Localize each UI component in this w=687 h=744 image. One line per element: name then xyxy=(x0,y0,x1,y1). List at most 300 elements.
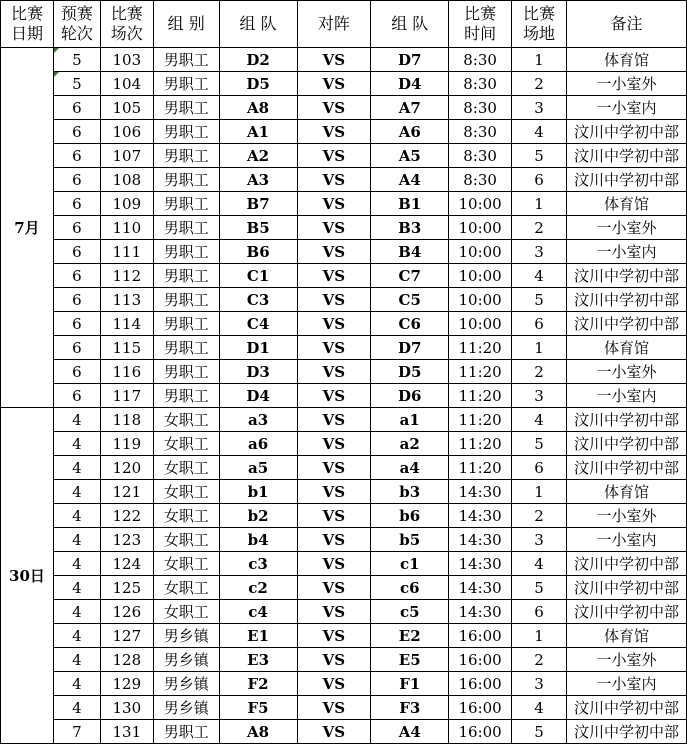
team-a-cell xyxy=(219,48,297,72)
group-cell-text: 女职工 xyxy=(163,483,209,501)
group-cell xyxy=(153,192,219,216)
note-cell-text: 汶川中学初中部 xyxy=(573,723,679,741)
team-b-cell-text: A7 xyxy=(398,98,421,117)
team-b-cell xyxy=(371,672,449,696)
venue-cell xyxy=(512,600,567,624)
venue-cell-text: 1 xyxy=(534,338,544,357)
header-time-line: 时间 xyxy=(464,24,497,43)
round-cell-text: 4 xyxy=(72,602,82,621)
team-a-cell-text: E3 xyxy=(247,650,270,669)
team-a-cell xyxy=(219,240,297,264)
match-cell xyxy=(100,552,153,576)
round-cell-text: 4 xyxy=(72,674,82,693)
team-a-cell-text: a6 xyxy=(248,434,269,453)
group-cell xyxy=(153,624,219,648)
group-cell xyxy=(153,360,219,384)
match-cell-text: 109 xyxy=(112,194,142,213)
group-cell-text: 男职工 xyxy=(163,387,209,405)
time-cell-text: 11:20 xyxy=(458,338,502,357)
match-cell-text: 107 xyxy=(112,146,142,165)
round-cell-text: 4 xyxy=(72,482,82,501)
note-cell-text: 一小室内 xyxy=(596,387,657,405)
round-cell xyxy=(53,240,100,264)
team-b-cell xyxy=(371,624,449,648)
vs-cell xyxy=(297,432,371,456)
table-row xyxy=(1,480,687,504)
time-cell xyxy=(449,720,512,744)
group-cell xyxy=(153,312,219,336)
group-cell-text: 女职工 xyxy=(163,603,209,621)
team-b-cell xyxy=(371,96,449,120)
match-cell-text: 123 xyxy=(112,530,142,549)
round-cell xyxy=(53,552,100,576)
vs-cell xyxy=(297,288,371,312)
match-cell-text: 115 xyxy=(112,338,142,357)
match-cell-text: 120 xyxy=(112,458,142,477)
round-cell xyxy=(53,600,100,624)
time-cell-text: 11:20 xyxy=(458,362,502,381)
round-cell-text: 6 xyxy=(72,170,82,189)
note-cell-text: 一小室外 xyxy=(596,219,657,237)
team-b-cell-text: a1 xyxy=(399,410,420,429)
venue-cell-text: 6 xyxy=(534,458,544,477)
team-a-cell xyxy=(219,192,297,216)
team-b-cell-text: D7 xyxy=(398,338,422,357)
venue-cell xyxy=(512,384,567,408)
venue-cell xyxy=(512,48,567,72)
time-cell-text: 16:00 xyxy=(458,674,502,693)
venue-cell xyxy=(512,336,567,360)
vs-cell-text: VS xyxy=(322,194,346,213)
header-vs-line: 对阵 xyxy=(317,14,350,33)
cell-comment-marker-icon xyxy=(54,72,59,77)
venue-cell xyxy=(512,72,567,96)
team-b-cell xyxy=(371,312,449,336)
venue-cell xyxy=(512,168,567,192)
venue-cell xyxy=(512,552,567,576)
team-b-cell xyxy=(371,600,449,624)
team-a-cell-text: D3 xyxy=(246,362,270,381)
vs-cell-text: VS xyxy=(322,266,346,285)
note-cell xyxy=(566,240,686,264)
time-cell xyxy=(449,648,512,672)
round-cell xyxy=(53,648,100,672)
note-cell-text: 一小室内 xyxy=(596,99,657,117)
round-cell xyxy=(53,144,100,168)
team-a-cell xyxy=(219,696,297,720)
venue-cell xyxy=(512,264,567,288)
round-cell-text: 6 xyxy=(72,98,82,117)
vs-cell xyxy=(297,48,371,72)
group-cell xyxy=(153,720,219,744)
team-b-cell-text: D6 xyxy=(398,386,422,405)
time-cell xyxy=(449,96,512,120)
vs-cell-text: VS xyxy=(322,650,346,669)
group-cell-text: 男职工 xyxy=(163,363,209,381)
match-cell-text: 130 xyxy=(112,698,142,717)
team-b-cell xyxy=(371,456,449,480)
time-cell xyxy=(449,312,512,336)
team-a-cell xyxy=(219,672,297,696)
time-cell-text: 8:30 xyxy=(463,122,497,141)
team-b-cell xyxy=(371,408,449,432)
venue-cell xyxy=(512,96,567,120)
group-cell xyxy=(153,120,219,144)
team-b-cell xyxy=(371,72,449,96)
time-cell xyxy=(449,528,512,552)
match-cell xyxy=(100,312,153,336)
venue-cell xyxy=(512,240,567,264)
round-cell-text: 5 xyxy=(72,74,82,93)
group-cell xyxy=(153,432,219,456)
time-cell xyxy=(449,408,512,432)
round-cell-text: 6 xyxy=(72,386,82,405)
note-cell-text: 一小室内 xyxy=(596,531,657,549)
time-cell-text: 10:00 xyxy=(458,218,502,237)
group-cell xyxy=(153,288,219,312)
match-cell-text: 126 xyxy=(112,602,142,621)
time-cell-text: 14:30 xyxy=(458,482,502,501)
team-a-cell-text: c2 xyxy=(248,578,268,597)
group-cell xyxy=(153,72,219,96)
group-cell xyxy=(153,528,219,552)
venue-cell xyxy=(512,720,567,744)
note-cell xyxy=(566,312,686,336)
team-b-cell-text: a2 xyxy=(399,434,420,453)
match-cell-text: 116 xyxy=(112,362,142,381)
venue-cell-text: 4 xyxy=(534,266,544,285)
vs-cell xyxy=(297,528,371,552)
header-match-line: 场次 xyxy=(110,24,143,43)
time-cell xyxy=(449,696,512,720)
team-b-cell-text: A4 xyxy=(398,722,421,741)
table-row xyxy=(1,432,687,456)
match-cell xyxy=(100,576,153,600)
team-a-cell xyxy=(219,360,297,384)
time-cell xyxy=(449,456,512,480)
vs-cell-text: VS xyxy=(322,506,346,525)
match-cell-text: 122 xyxy=(112,506,142,525)
note-cell xyxy=(566,120,686,144)
table-row xyxy=(1,96,687,120)
note-cell-text: 体育馆 xyxy=(603,339,649,357)
note-cell xyxy=(566,552,686,576)
venue-cell-text: 6 xyxy=(534,602,544,621)
time-cell-text: 8:30 xyxy=(463,98,497,117)
time-cell xyxy=(449,264,512,288)
round-cell-text: 4 xyxy=(72,530,82,549)
team-a-cell-text: a3 xyxy=(248,410,269,429)
vs-cell xyxy=(297,168,371,192)
vs-cell-text: VS xyxy=(322,482,346,501)
header-match xyxy=(100,1,153,48)
vs-cell-text: VS xyxy=(322,626,346,645)
note-cell xyxy=(566,480,686,504)
team-a-cell xyxy=(219,456,297,480)
time-cell-text: 14:30 xyxy=(458,554,502,573)
venue-cell-text: 3 xyxy=(534,98,544,117)
team-b-cell xyxy=(371,216,449,240)
team-b-cell-text: E5 xyxy=(398,650,421,669)
time-cell xyxy=(449,360,512,384)
vs-cell xyxy=(297,576,371,600)
note-cell xyxy=(566,456,686,480)
note-cell xyxy=(566,504,686,528)
venue-cell-text: 1 xyxy=(534,50,544,69)
round-cell-text: 6 xyxy=(72,290,82,309)
venue-cell xyxy=(512,576,567,600)
vs-cell xyxy=(297,360,371,384)
group-cell-text: 男职工 xyxy=(163,315,209,333)
team-a-cell-text: A2 xyxy=(247,146,270,165)
note-cell-text: 汶川中学初中部 xyxy=(573,291,679,309)
team-b-cell xyxy=(371,528,449,552)
team-a-cell xyxy=(219,96,297,120)
venue-cell-text: 1 xyxy=(534,626,544,645)
team-a-cell-text: B5 xyxy=(246,218,270,237)
team-b-cell xyxy=(371,264,449,288)
group-cell-text: 女职工 xyxy=(163,459,209,477)
match-cell xyxy=(100,432,153,456)
table-row xyxy=(1,504,687,528)
cell-comment-marker-icon xyxy=(54,48,59,53)
header-group xyxy=(153,1,219,48)
time-cell xyxy=(449,48,512,72)
venue-cell-text: 3 xyxy=(534,674,544,693)
note-cell xyxy=(566,384,686,408)
vs-cell xyxy=(297,408,371,432)
note-cell xyxy=(566,96,686,120)
match-cell xyxy=(100,624,153,648)
venue-cell xyxy=(512,408,567,432)
table-row xyxy=(1,672,687,696)
table-row xyxy=(1,288,687,312)
team-b-cell xyxy=(371,552,449,576)
group-cell-text: 女职工 xyxy=(163,555,209,573)
date-cell: 30日 xyxy=(1,408,54,744)
note-cell xyxy=(566,696,686,720)
match-cell xyxy=(100,72,153,96)
team-b-cell-text: C5 xyxy=(398,290,421,309)
note-cell xyxy=(566,648,686,672)
venue-cell xyxy=(512,648,567,672)
venue-cell xyxy=(512,432,567,456)
match-cell xyxy=(100,288,153,312)
team-a-cell-text: C4 xyxy=(246,314,270,333)
team-b-cell xyxy=(371,192,449,216)
note-cell-text: 一小室外 xyxy=(596,75,657,93)
vs-cell-text: VS xyxy=(322,698,346,717)
header-round-line: 预赛 xyxy=(60,4,93,23)
group-cell-text: 男职工 xyxy=(163,219,209,237)
note-cell-text: 汶川中学初中部 xyxy=(573,459,679,477)
venue-cell-text: 3 xyxy=(534,386,544,405)
table-row xyxy=(1,120,687,144)
note-cell xyxy=(566,624,686,648)
vs-cell-text: VS xyxy=(322,602,346,621)
team-b-cell-text: F1 xyxy=(399,674,421,693)
team-a-cell-text: D5 xyxy=(246,74,270,93)
group-cell xyxy=(153,168,219,192)
vs-cell-text: VS xyxy=(322,122,346,141)
note-cell xyxy=(566,408,686,432)
header-date xyxy=(1,1,54,48)
group-cell xyxy=(153,144,219,168)
header-venue-line: 比赛 xyxy=(523,4,556,23)
table-row xyxy=(1,576,687,600)
match-cell xyxy=(100,120,153,144)
venue-cell-text: 6 xyxy=(534,170,544,189)
team-b-cell-text: C6 xyxy=(398,314,421,333)
team-b-cell xyxy=(371,240,449,264)
team-b-cell-text: b5 xyxy=(399,530,421,549)
group-cell-text: 男职工 xyxy=(163,123,209,141)
vs-cell xyxy=(297,552,371,576)
venue-cell-text: 2 xyxy=(534,74,544,93)
round-cell-text: 4 xyxy=(72,458,82,477)
time-cell-text: 10:00 xyxy=(458,194,502,213)
venue-cell-text: 5 xyxy=(534,290,544,309)
note-cell xyxy=(566,288,686,312)
group-cell-text: 男乡镇 xyxy=(163,627,209,645)
venue-cell xyxy=(512,312,567,336)
header-team-b xyxy=(371,1,449,48)
team-a-cell-text: F5 xyxy=(247,698,269,717)
match-cell-text: 118 xyxy=(112,410,142,429)
vs-cell-text: VS xyxy=(322,98,346,117)
team-b-cell-text: c1 xyxy=(399,554,420,573)
team-a-cell-text: E1 xyxy=(247,626,270,645)
note-cell-text: 汶川中学初中部 xyxy=(573,435,679,453)
time-cell-text: 14:30 xyxy=(458,602,502,621)
match-cell-text: 128 xyxy=(112,650,142,669)
round-cell xyxy=(53,696,100,720)
match-cell-text: 104 xyxy=(112,74,142,93)
vs-cell xyxy=(297,600,371,624)
vs-cell-text: VS xyxy=(322,290,346,309)
match-cell-text: 112 xyxy=(112,266,142,285)
round-cell xyxy=(53,360,100,384)
team-a-cell xyxy=(219,528,297,552)
time-cell-text: 14:30 xyxy=(458,530,502,549)
match-cell xyxy=(100,480,153,504)
vs-cell xyxy=(297,624,371,648)
match-cell xyxy=(100,600,153,624)
team-b-cell xyxy=(371,288,449,312)
round-cell xyxy=(53,48,100,72)
time-cell xyxy=(449,216,512,240)
match-cell-text: 129 xyxy=(112,674,142,693)
note-cell-text: 汶川中学初中部 xyxy=(573,579,679,597)
team-b-cell xyxy=(371,336,449,360)
group-cell-text: 男职工 xyxy=(163,723,209,741)
table-row xyxy=(1,648,687,672)
group-cell xyxy=(153,336,219,360)
table-row xyxy=(1,144,687,168)
match-cell xyxy=(100,648,153,672)
venue-cell xyxy=(512,192,567,216)
match-cell-text: 124 xyxy=(112,554,142,573)
time-cell-text: 16:00 xyxy=(458,698,502,717)
round-cell xyxy=(53,528,100,552)
header-date-line: 日期 xyxy=(10,24,43,43)
group-cell-text: 男职工 xyxy=(163,291,209,309)
team-b-cell-text: B3 xyxy=(398,218,422,237)
team-b-cell xyxy=(371,696,449,720)
vs-cell xyxy=(297,72,371,96)
team-a-cell-text: F2 xyxy=(247,674,269,693)
group-cell-text: 女职工 xyxy=(163,507,209,525)
time-cell-text: 14:30 xyxy=(458,578,502,597)
round-cell xyxy=(53,624,100,648)
group-cell xyxy=(153,240,219,264)
round-cell-text: 6 xyxy=(72,338,82,357)
note-cell xyxy=(566,192,686,216)
vs-cell-text: VS xyxy=(322,386,346,405)
table-row xyxy=(1,336,687,360)
match-cell xyxy=(100,360,153,384)
vs-cell-text: VS xyxy=(322,674,346,693)
team-a-cell-text: B7 xyxy=(246,194,270,213)
table-row xyxy=(1,72,687,96)
table-row xyxy=(1,264,687,288)
note-cell xyxy=(566,720,686,744)
match-cell-text: 103 xyxy=(112,50,142,69)
vs-cell-text: VS xyxy=(322,50,346,69)
match-cell xyxy=(100,264,153,288)
vs-cell-text: VS xyxy=(322,554,346,573)
table-row xyxy=(1,312,687,336)
time-cell-text: 16:00 xyxy=(458,722,502,741)
note-cell xyxy=(566,336,686,360)
header-note-line: 备注 xyxy=(610,14,643,33)
team-b-cell-text: D5 xyxy=(398,362,422,381)
round-cell xyxy=(53,288,100,312)
match-cell-text: 119 xyxy=(112,434,142,453)
note-cell xyxy=(566,672,686,696)
venue-cell-text: 3 xyxy=(534,242,544,261)
group-cell-text: 女职工 xyxy=(163,579,209,597)
team-b-cell-text: c6 xyxy=(399,578,420,597)
match-cell xyxy=(100,456,153,480)
match-cell xyxy=(100,504,153,528)
note-cell-text: 一小室内 xyxy=(596,675,657,693)
vs-cell-text: VS xyxy=(322,434,346,453)
note-cell-text: 汶川中学初中部 xyxy=(573,555,679,573)
team-b-cell-text: B1 xyxy=(398,194,422,213)
note-cell xyxy=(566,264,686,288)
team-a-cell xyxy=(219,432,297,456)
vs-cell xyxy=(297,144,371,168)
match-cell-text: 121 xyxy=(112,482,142,501)
vs-cell xyxy=(297,264,371,288)
vs-cell-text: VS xyxy=(322,458,346,477)
round-cell xyxy=(53,720,100,744)
table-body xyxy=(1,48,687,744)
venue-cell-text: 4 xyxy=(534,554,544,573)
time-cell-text: 11:20 xyxy=(458,386,502,405)
header-round xyxy=(53,1,100,48)
match-cell-text: 113 xyxy=(112,290,142,309)
group-cell-text: 男职工 xyxy=(163,195,209,213)
match-cell xyxy=(100,144,153,168)
venue-cell-text: 2 xyxy=(534,218,544,237)
round-cell-text: 4 xyxy=(72,434,82,453)
team-a-cell-text: c3 xyxy=(248,554,268,573)
team-b-cell-text: D7 xyxy=(398,50,422,69)
time-cell xyxy=(449,432,512,456)
match-cell xyxy=(100,240,153,264)
